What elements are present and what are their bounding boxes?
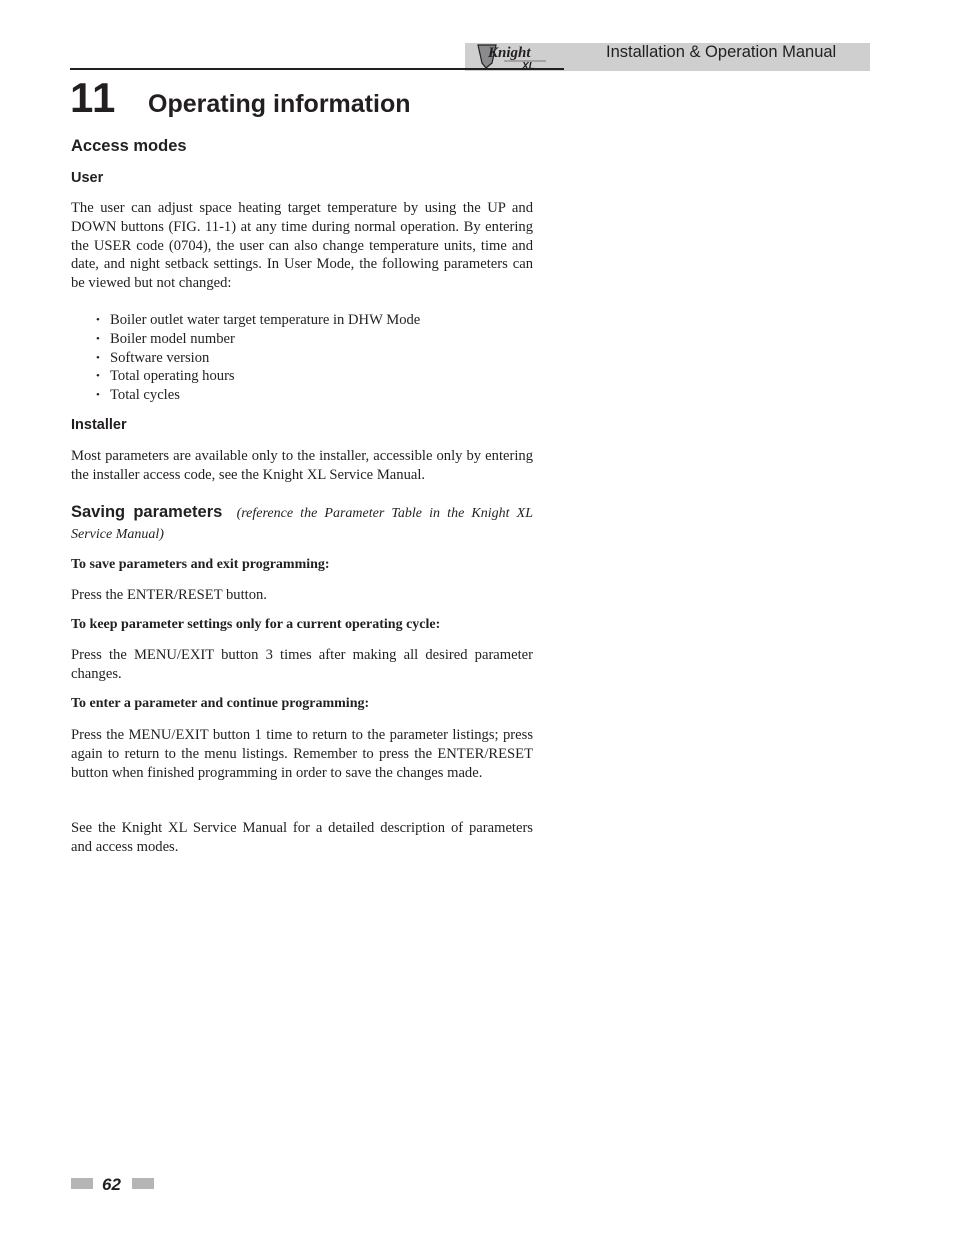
save-text: Press the ENTER/RESET button. bbox=[71, 587, 267, 603]
access-modes-heading: Access modes bbox=[71, 137, 187, 155]
user-paragraph: The user can adjust space heating target temperature by using the UP and DOWN buttons (FIG. 11-1) at any time during normal operation. By entering the USER code (0704), the user can also change temperature units, time and date, and night setback settings. In User Mode, the following parameters can be viewed but not changed: bbox=[71, 200, 533, 292]
logo-sub: XL bbox=[522, 61, 535, 71]
user-heading: User bbox=[71, 170, 104, 186]
list-item: • Software version bbox=[96, 349, 420, 368]
chapter-title: Operating information bbox=[148, 90, 411, 118]
knight-xl-logo bbox=[474, 41, 554, 71]
enter-label: To enter a parameter and continue programming: bbox=[71, 696, 370, 711]
saving-note: (reference the Parameter Table in the Knight XL Service Manual) bbox=[71, 506, 534, 542]
list-item: • Boiler outlet water target temperature in DHW Mode bbox=[96, 311, 420, 330]
keep-text: Press the MENU/EXIT button 3 times after making all desired parameter changes. bbox=[71, 647, 533, 682]
user-parameter-list bbox=[96, 311, 420, 405]
list-item: • Boiler model number bbox=[96, 330, 420, 349]
saving-parameters-block bbox=[71, 502, 533, 545]
installer-paragraph: Most parameters are available only to the installer, accessible only by entering the installer access code, see the Knight XL Service Manual. bbox=[71, 448, 533, 483]
logo-text: Knight bbox=[488, 45, 531, 61]
chapter-number: 11 bbox=[70, 74, 117, 121]
list-item: • Total cycles bbox=[96, 386, 420, 405]
see-text: See the Knight XL Service Manual for a detailed description of parameters and access modes. bbox=[71, 820, 533, 855]
installer-heading: Installer bbox=[71, 417, 127, 433]
saving-heading: Saving parameters bbox=[71, 503, 223, 521]
keep-label: To keep parameter settings only for a current operating cycle: bbox=[71, 617, 441, 632]
footer-bar-left bbox=[71, 1178, 93, 1189]
enter-text: Press the MENU/EXIT button 1 time to return to the parameter listings; press again to return to the menu listings. Remember to press the ENTER/RESET button when finished programming in order to save the changes made. bbox=[71, 727, 533, 781]
list-item: • Total operating hours bbox=[96, 367, 420, 386]
save-label: To save parameters and exit programming: bbox=[71, 557, 330, 572]
page-number: 62 bbox=[102, 1175, 121, 1194]
manual-title: Installation & Operation Manual bbox=[606, 43, 837, 61]
footer-bar-right bbox=[132, 1178, 154, 1189]
